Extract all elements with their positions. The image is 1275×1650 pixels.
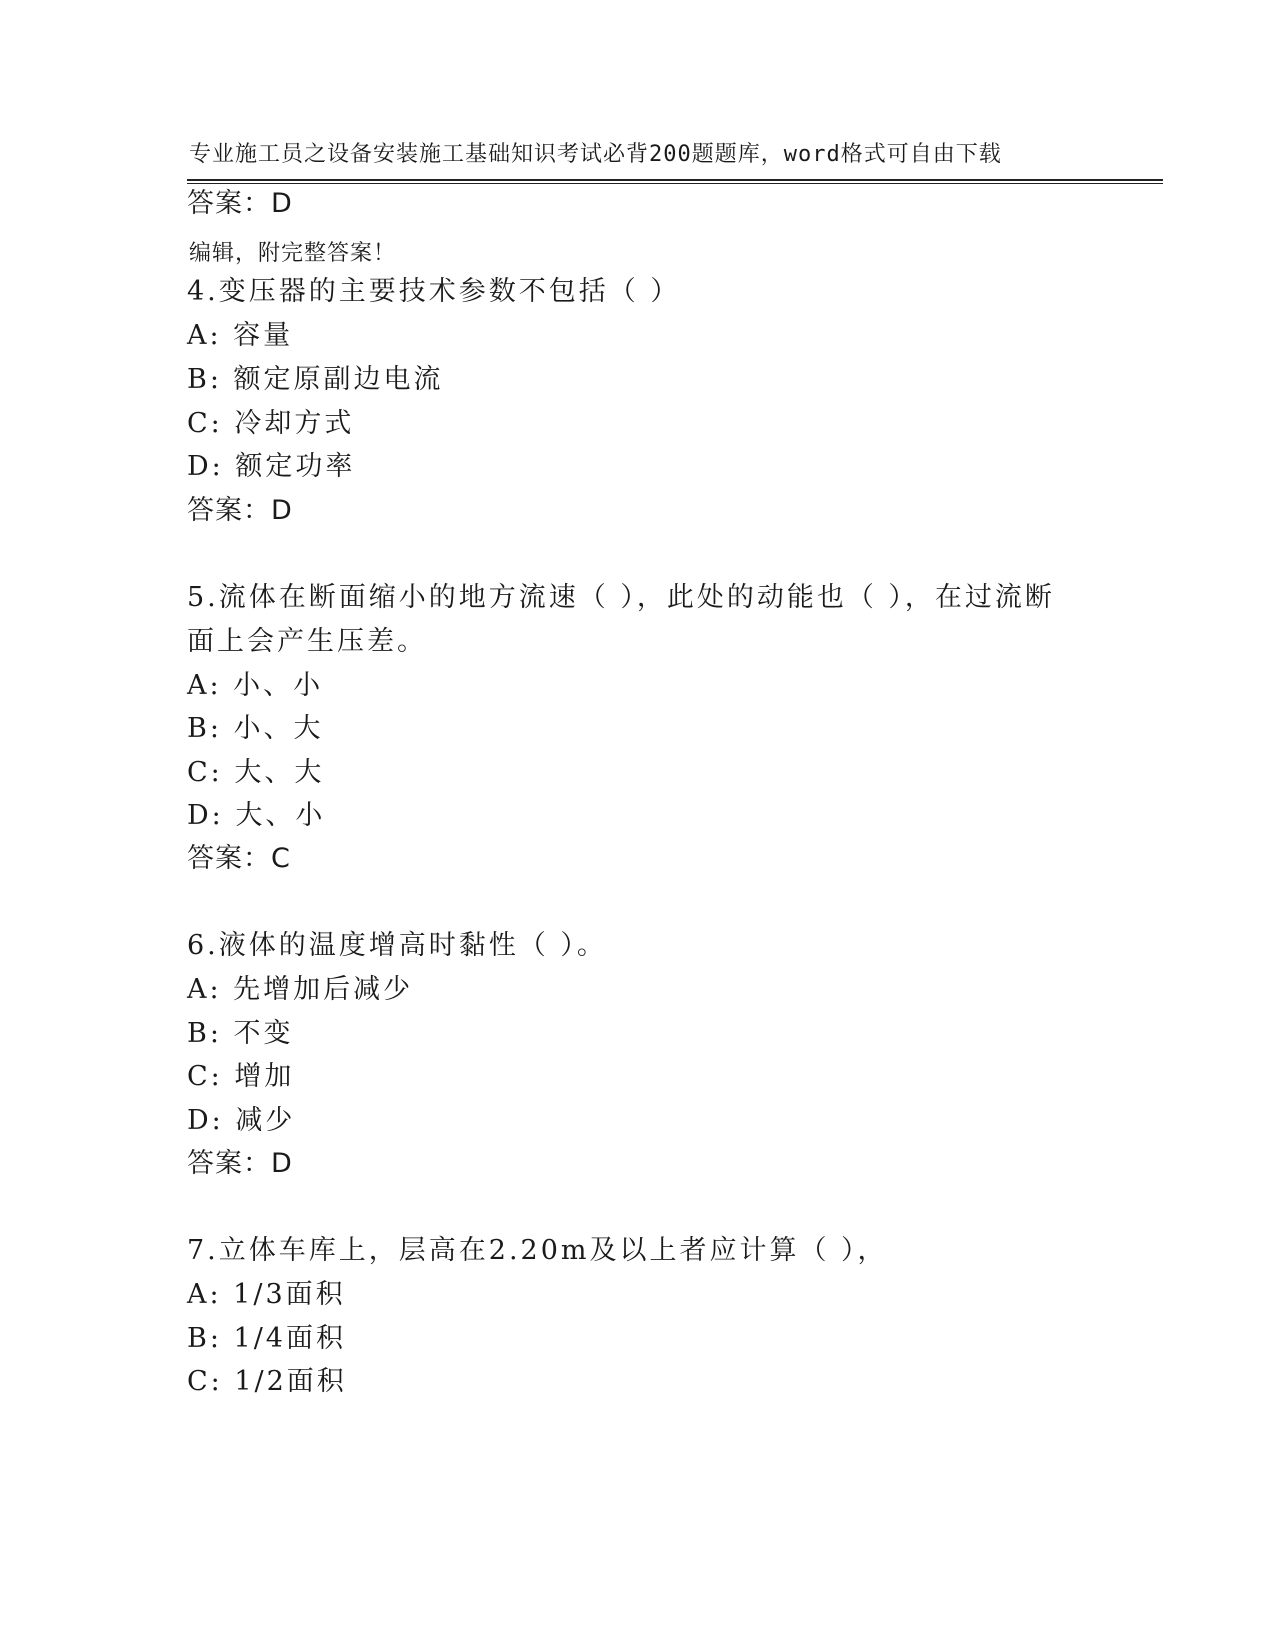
question-6-option-d: D: 减少	[187, 1105, 296, 1136]
question-7-option-c: C: 1/2面积	[187, 1366, 347, 1397]
question-5-stem-line-1: 5.流体在断面缩小的地方流速（ ），此处的动能也（ ），在过流断	[187, 582, 1055, 613]
question-6-option-c: C: 增加	[187, 1061, 295, 1092]
question-6-option-a: A: 先增加后减少	[187, 974, 414, 1005]
question-7-option-b: B: 1/4面积	[187, 1323, 346, 1354]
header-line-2: 编辑，附完整答案！	[189, 241, 397, 266]
question-4-option-b: B: 额定原副边电流	[187, 364, 444, 395]
header-divider-thin	[187, 183, 1163, 184]
question-6-answer: 答案：D	[187, 1148, 293, 1179]
question-4-stem: 4.变压器的主要技术参数不包括（ ）	[187, 276, 681, 307]
question-5-option-c: C: 大、大	[187, 757, 325, 788]
question-6-option-b: B: 不变	[187, 1018, 294, 1049]
question-5-answer: 答案：C	[187, 843, 291, 874]
question-5-option-a: A: 小、小	[187, 670, 324, 701]
question-4-option-d: D: 额定功率	[187, 451, 356, 482]
question-7-option-a: A: 1/3面积	[187, 1279, 346, 1310]
header-line-1: 专业施工员之设备安装施工基础知识考试必背200题题库，word格式可自由下载	[189, 142, 1002, 167]
question-6-stem: 6.液体的温度增高时黏性（ ）。	[187, 930, 607, 961]
question-5-stem-line-2: 面上会产生压差。	[187, 626, 427, 657]
question-5-option-d: D: 大、小	[187, 800, 326, 831]
question-7-stem: 7.立体车库上，层高在2.20m及以上者应计算（ ），	[187, 1235, 888, 1266]
header-divider	[187, 179, 1163, 181]
question-5-option-b: B: 小、大	[187, 713, 324, 744]
previous-answer: 答案：D	[187, 188, 293, 219]
question-4-answer: 答案：D	[187, 495, 293, 526]
question-4-option-a: A: 容量	[187, 320, 294, 351]
question-4-option-c: C: 冷却方式	[187, 408, 355, 439]
